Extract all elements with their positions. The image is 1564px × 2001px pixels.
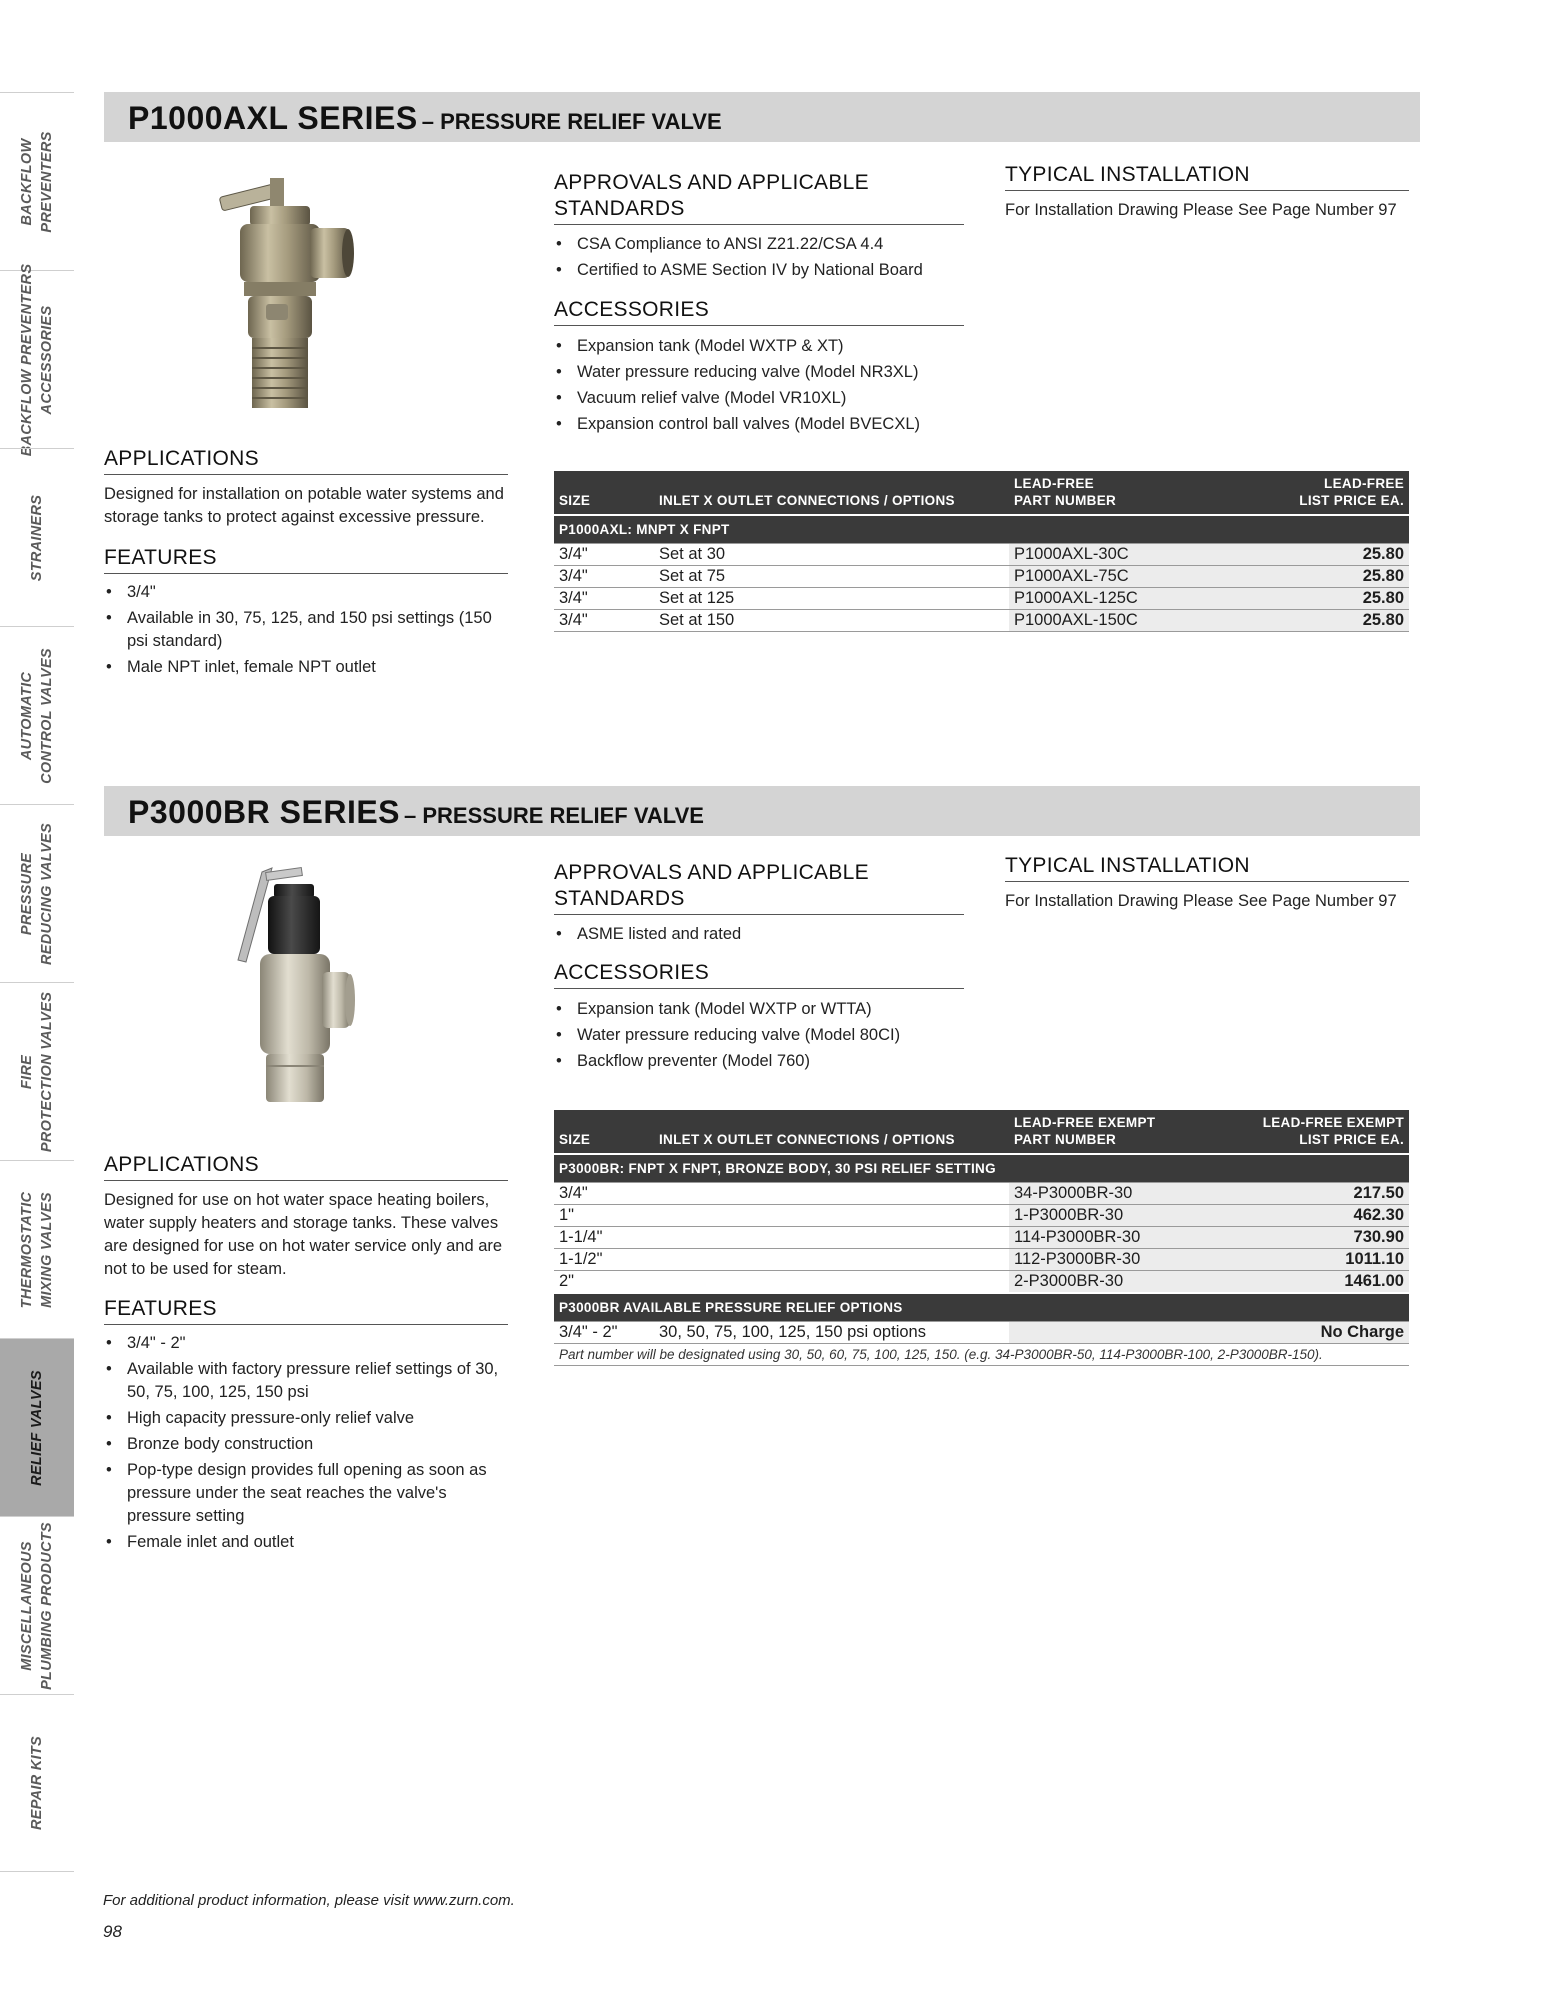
table-subheader: P1000AXL: MNPT X FNPT [554,515,1409,544]
sidebar-item-strainers[interactable] [0,448,74,626]
col-size: SIZE [554,471,654,515]
list-item: • ASME listed and rated [554,923,974,946]
sidebar-item-fire-protection-valves[interactable] [0,982,74,1160]
list-item: • CSA Compliance to ANSI Z21.22/CSA 4.4 [554,233,974,256]
series-title: P1000AXL SERIES – PRESSURE RELIEF VALVE [128,100,722,136]
p3000br-valve-image [232,862,372,1112]
series-header-p3000br [104,786,1420,836]
accessories-heading: ACCESSORIES [554,960,964,989]
list-item: • Backflow preventer (Model 760) [554,1050,974,1073]
sidebar-item-label: REPAIR KITS [29,1735,45,1831]
col-size: SIZE [554,1110,654,1154]
p1000axl-price-table [554,471,1409,632]
approvals-heading: APPROVALS AND APPLICABLE STANDARDS [554,860,964,915]
list-item: • Water pressure reducing valve (Model NR3XL) [554,361,974,384]
list-item: • Available in 30, 75, 125, and 150 psi settings (150 psi standard) [104,607,514,653]
sidebar-item-repair-kits[interactable] [0,1694,74,1872]
table-note: Part number will be designated using 30, 50, 60, 75, 100, 125, 150. (e.g. 34-P3000BR-50, 114-P3000BR-100, 2-P3000BR-150). [554,1344,1409,1366]
sidebar-item-backflow-preventers-accessories[interactable] [0,263,74,456]
table-row: 3/4" Set at 30 P1000AXL-30C 25.80 [554,544,1409,566]
accessories-list [554,998,974,1076]
typical-installation-text: For Installation Drawing Please See Page Number 97 [1005,892,1397,910]
list-item: • Expansion tank (Model WXTP & XT) [554,335,974,358]
side-navigation [0,92,74,1872]
applications-text: Designed for use on hot water space heating boilers, water supply heaters and storage tanks. These valves are designed for use on hot water service only and are not to be used for steam. [104,1191,503,1278]
typical-installation-heading: TYPICAL INSTALLATION [1005,853,1409,882]
col-list-price: LEAD-FREE EXEMPT LIST PRICE EA. [1249,1110,1409,1154]
table-row: 3/4" Set at 125 P1000AXL-125C 25.80 [554,588,1409,610]
list-item: • Vacuum relief valve (Model VR10XL) [554,387,974,410]
table-row: 3/4" Set at 150 P1000AXL-150C 25.80 [554,610,1409,632]
table-subheader: P3000BR: FNPT X FNPT, BRONZE BODY, 30 PSI RELIEF SETTING [554,1154,1409,1183]
list-item: • 3/4" [104,581,514,604]
approvals-heading: APPROVALS AND APPLICABLE STANDARDS [554,170,964,225]
table-subheader: P3000BR AVAILABLE PRESSURE RELIEF OPTIONS [554,1293,1409,1322]
page-number: 98 [103,1922,122,1941]
list-item: • Expansion control ball valves (Model BVECXL) [554,413,974,436]
sidebar-item-label: BACKFLOW PREVENTERS ACCESSORIES [19,263,55,456]
sidebar-item-label: BACKFLOW PREVENTERS [19,130,55,233]
table-row: 1-1/4" 114-P3000BR-30 730.90 [554,1227,1409,1249]
sidebar-item-label: AUTOMATIC CONTROL VALVES [19,647,55,784]
series-header-p1000axl [104,92,1420,142]
list-item: • Certified to ASME Section IV by National Board [554,259,974,282]
table-row: 2" 2-P3000BR-30 1461.00 [554,1271,1409,1294]
features-heading: FEATURES [104,545,508,574]
applications-text: Designed for installation on potable water systems and storage tanks to protect against excessive pressure. [104,485,504,526]
col-part-number: LEAD-FREE PART NUMBER [1009,471,1249,515]
approvals-list [554,233,974,285]
table-row-options: 3/4" - 2" 30, 50, 75, 100, 125, 150 psi options No Charge [554,1322,1409,1344]
sidebar-item-backflow-preventers[interactable] [0,92,74,270]
list-item: • Bronze body construction [104,1433,514,1456]
p1000axl-valve-image [210,172,360,412]
applications-heading: APPLICATIONS [104,446,508,475]
sidebar-item-label: PRESSURE REDUCING VALVES [19,822,55,965]
accessories-list [554,335,974,439]
list-item: • Water pressure reducing valve (Model 80CI) [554,1024,974,1047]
sidebar-item-label: THERMOSTATIC MIXING VALVES [19,1191,55,1308]
list-item: • 3/4" - 2" [104,1332,514,1355]
sidebar-item-thermostatic-mixing-valves[interactable] [0,1160,74,1338]
list-item: • Pop-type design provides full opening as soon as pressure under the seat reaches the valve's pressure setting [104,1459,514,1528]
accessories-heading: ACCESSORIES [554,297,964,326]
table-row: 3/4" 34-P3000BR-30 217.50 [554,1183,1409,1205]
table-row: 3/4" Set at 75 P1000AXL-75C 25.80 [554,566,1409,588]
features-list [104,581,514,682]
p3000br-price-table [554,1110,1409,1366]
sidebar-item-miscellaneous-plumbing-products[interactable] [0,1516,74,1694]
list-item: • Available with factory pressure relief settings of 30, 50, 75, 100, 125, 150 psi [104,1358,514,1404]
col-connections: INLET X OUTLET CONNECTIONS / OPTIONS [654,471,1009,515]
approvals-list [554,923,974,949]
features-list [104,1332,514,1557]
table-row: 1" 1-P3000BR-30 462.30 [554,1205,1409,1227]
sidebar-item-relief-valves[interactable] [0,1338,74,1516]
sidebar-item-label: FIRE PROTECTION VALVES [19,991,55,1152]
list-item: • Expansion tank (Model WXTP or WTTA) [554,998,974,1021]
typical-installation-heading: TYPICAL INSTALLATION [1005,162,1409,191]
sidebar-item-label: STRAINERS [29,494,45,581]
sidebar-item-label: RELIEF VALVES [29,1369,45,1486]
col-list-price: LEAD-FREE LIST PRICE EA. [1249,471,1409,515]
features-heading: FEATURES [104,1296,508,1325]
list-item: • Female inlet and outlet [104,1531,514,1554]
applications-heading: APPLICATIONS [104,1152,508,1181]
list-item: • High capacity pressure-only relief valve [104,1407,514,1430]
col-part-number: LEAD-FREE EXEMPT PART NUMBER [1009,1110,1249,1154]
series-title: P3000BR SERIES – PRESSURE RELIEF VALVE [128,794,704,830]
table-row: 1-1/2" 112-P3000BR-30 1011.10 [554,1249,1409,1271]
sidebar-item-pressure-reducing-valves[interactable] [0,804,74,982]
col-connections: INLET X OUTLET CONNECTIONS / OPTIONS [654,1110,1009,1154]
sidebar-item-automatic-control-valves[interactable] [0,626,74,804]
sidebar-item-label: MISCELLANEOUS PLUMBING PRODUCTS [19,1521,55,1690]
list-item: • Male NPT inlet, female NPT outlet [104,656,514,679]
footer-note: For additional product information, please visit www.zurn.com. [103,1892,515,1909]
typical-installation-text: For Installation Drawing Please See Page Number 97 [1005,201,1397,219]
